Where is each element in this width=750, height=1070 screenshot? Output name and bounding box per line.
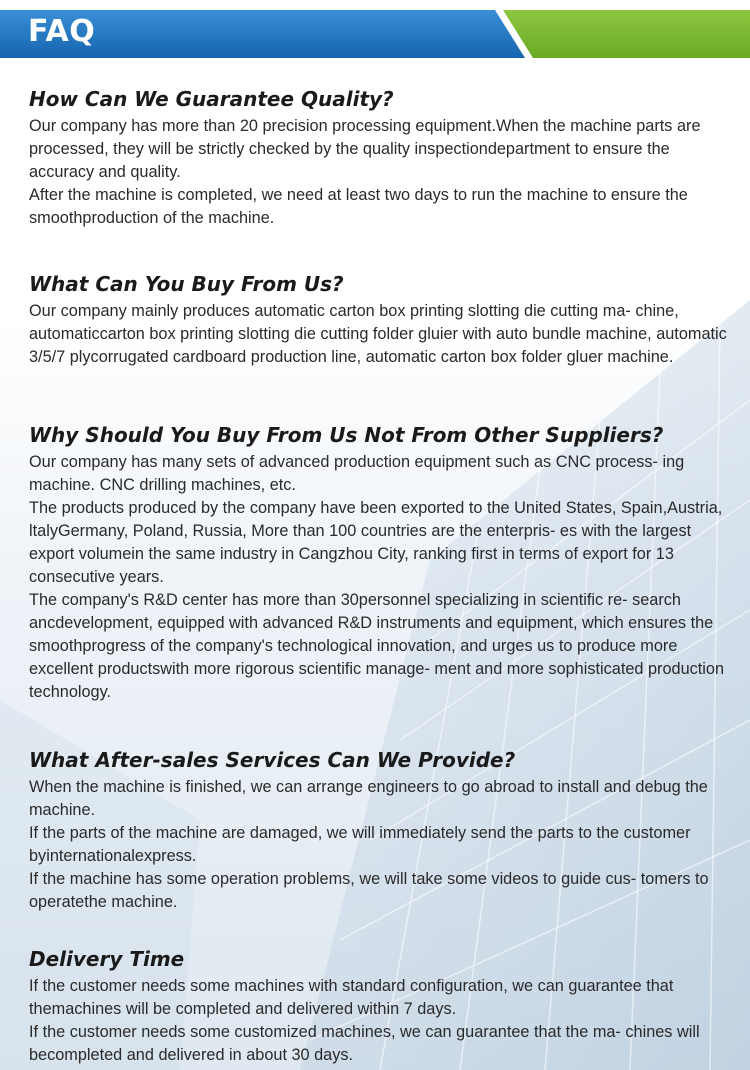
section-title: Why Should You Buy From Us Not From Other Suppliers?: [29, 423, 664, 447]
faq-section-why-us: [29, 423, 729, 704]
section-paragraph: If the parts of the machine are damaged, we will immediately send the parts to the customer byinternationalexpress.: [29, 824, 691, 865]
section-title: What Can You Buy From Us?: [29, 272, 344, 296]
section-title: Delivery Time: [29, 947, 185, 971]
faq-section-after-sales: [29, 748, 729, 914]
section-paragraph: Our company has more than 20 precision processing equipment.When the machine parts are processed, they will be strictly checked by the quality inspectiondepartment to ensure the accuracy and quality.: [29, 117, 701, 181]
section-paragraph: After the machine is completed, we need at least two days to run the machine to ensure the smoothproduction of the machine.: [29, 186, 688, 227]
faq-section-delivery: [29, 947, 729, 1067]
faq-title: FAQ: [28, 14, 96, 49]
section-title: What After-sales Services Can We Provide?: [29, 748, 516, 772]
faq-section-quality: [29, 87, 729, 230]
section-paragraph: The company's R&D center has more than 30personnel specializing in scientific re- search ancdevelopment, equipped with advanced R&D instruments and equipment, which ensures the smoothprogress of the company's technological innovation, and urges us to produce more excellent productswith more rigorous scientific manage- ment and more sophisticated production technology.: [29, 591, 725, 701]
section-title: How Can We Guarantee Quality?: [29, 87, 394, 111]
section-paragraph: The products produced by the company have been exported to the United States, Spain,Austria, ltalyGermany, Poland, Russia, More than 100 countries are the enterpris- es with the largest export volumein the same industry in Cangzhou City, ranking first in terms of export for 13 consecutive years.: [29, 499, 723, 586]
section-paragraph: If the customer needs some customized machines, we can guarantee that the ma- chines will becompleted and delivered in about 30 days.: [29, 1023, 700, 1064]
section-paragraph: Our company has many sets of advanced production equipment such as CNC process- ing machine. CNC drilling machines, etc.: [29, 453, 685, 494]
section-paragraph: If the customer needs some machines with standard configuration, we can guarantee that themachines will be completed and delivered within 7 days.: [29, 977, 674, 1018]
section-paragraph: Our company mainly produces automatic carton box printing slotting die cutting ma- chine, automaticcarton box printing slotting die cutting folder gluier with auto bundle machine, automatic 3/5/7 plycorrugated cardboard production line, automatic carton box folder gluer machine.: [29, 302, 727, 366]
section-paragraph: If the machine has some operation problems, we will take some videos to guide cus- tomers to operatethe machine.: [29, 870, 709, 911]
section-paragraph: When the machine is finished, we can arrange engineers to go abroad to install and debug the machine.: [29, 778, 708, 819]
faq-section-products: [29, 272, 729, 369]
